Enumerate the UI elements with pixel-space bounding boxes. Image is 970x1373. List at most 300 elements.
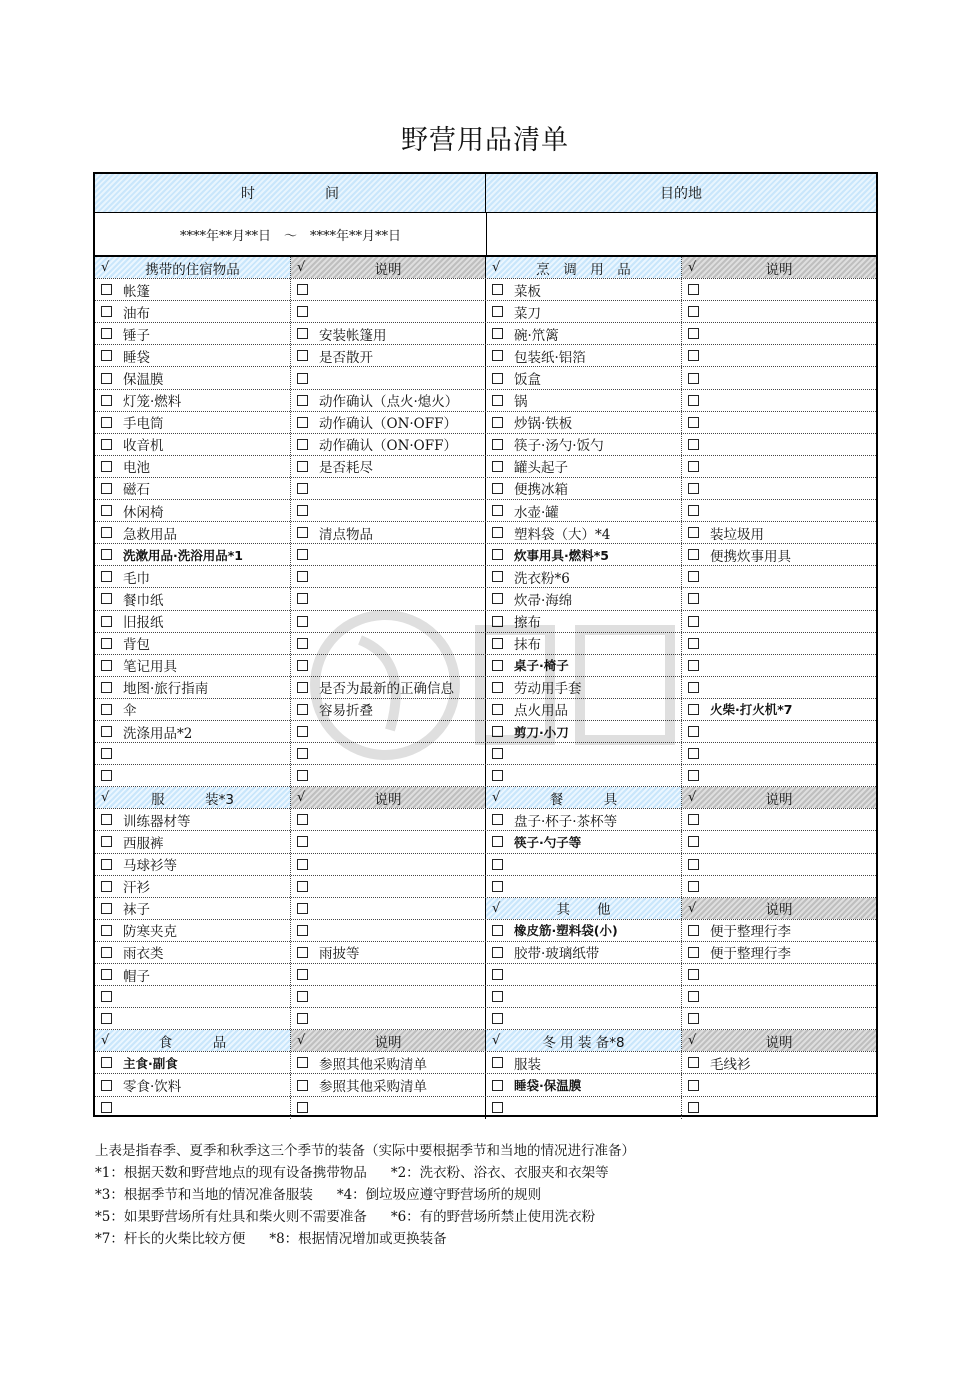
item-cell [95, 1097, 291, 1119]
check-mark-icon: √ [492, 900, 501, 916]
item-cell [486, 1097, 682, 1119]
item-label: 休闲椅 [123, 504, 164, 521]
item-label: 塑料袋（大）*4 [514, 526, 611, 543]
footnote-text: *2：洗衣粉、浴衣、衣服夹和衣架等 [390, 1165, 609, 1181]
footnotes [95, 1140, 915, 1250]
checkbox[interactable] [688, 549, 699, 560]
item-cell [486, 743, 682, 764]
checkbox[interactable] [101, 704, 112, 715]
checkbox[interactable] [492, 1080, 503, 1091]
checkbox[interactable] [101, 1080, 112, 1091]
check-mark-icon: √ [688, 1033, 697, 1049]
checkbox[interactable] [101, 395, 112, 406]
item-label: 洗漱用品·洗浴用品*1 [123, 547, 243, 563]
item-label: 炊事用具·燃料*5 [514, 547, 609, 563]
check-mark-icon: √ [688, 900, 697, 916]
checkbox[interactable] [688, 1102, 699, 1113]
section-title: 其 他 [556, 902, 611, 919]
item-cell [95, 301, 291, 322]
table-row [95, 809, 876, 831]
item-label: 防寒夹克 [123, 924, 177, 941]
checkbox[interactable] [492, 704, 503, 715]
checkbox[interactable] [101, 1013, 112, 1024]
item-label: 筷子·汤勺·饭勺 [514, 438, 604, 455]
item-cell [95, 390, 291, 411]
checkbox[interactable] [297, 306, 308, 317]
note-text: 参照其他采购清单 [319, 1056, 427, 1073]
checkbox[interactable] [688, 483, 699, 494]
checkbox[interactable] [688, 350, 699, 361]
item-cell [95, 279, 291, 300]
checkbox[interactable] [297, 881, 308, 892]
table-row [95, 456, 876, 478]
checkbox[interactable] [688, 328, 699, 339]
checkbox[interactable] [492, 549, 503, 560]
table-row [95, 301, 876, 323]
checkbox[interactable] [688, 660, 699, 671]
item-cell [95, 655, 291, 676]
table-row [95, 699, 876, 721]
item-cell [95, 964, 291, 985]
section-title: 食 品 [158, 1034, 227, 1051]
item-label: 橡皮筋·塑料袋(小) [514, 923, 618, 939]
note-cell [291, 367, 486, 388]
checkbox[interactable] [101, 682, 112, 693]
item-cell [95, 809, 291, 830]
checkbox[interactable] [297, 1013, 308, 1024]
checkbox[interactable] [492, 682, 503, 693]
note-cell [682, 655, 876, 676]
checkbox[interactable] [492, 461, 503, 472]
item-label: 伞 [123, 703, 137, 720]
item-label: 锤子 [123, 327, 150, 344]
table-row [95, 544, 876, 566]
note-cell [682, 434, 876, 455]
item-label: 包装纸·铝箔 [514, 349, 586, 366]
checkbox[interactable] [492, 770, 503, 781]
item-cell [486, 566, 682, 587]
table-row [95, 1052, 876, 1074]
item-cell [95, 323, 291, 344]
item-cell [486, 986, 682, 1007]
checkbox[interactable] [101, 836, 112, 847]
checkbox[interactable] [297, 417, 308, 428]
item-cell [95, 566, 291, 587]
note-cell [291, 478, 486, 499]
checkbox[interactable] [297, 373, 308, 384]
checkbox[interactable] [492, 571, 503, 582]
check-mark-icon: √ [492, 260, 501, 276]
checkbox[interactable] [492, 439, 503, 450]
checkbox[interactable] [297, 770, 308, 781]
item-cell [95, 743, 291, 764]
checkbox[interactable] [297, 836, 308, 847]
table-row [95, 390, 876, 412]
checkbox[interactable] [688, 947, 699, 958]
note-cell [291, 1097, 486, 1119]
table-row [95, 345, 876, 367]
checkbox[interactable] [492, 306, 503, 317]
checkbox[interactable] [101, 461, 112, 472]
footnote-text: *7：杆长的火柴比较方便 [95, 1231, 246, 1247]
item-cell [486, 765, 682, 786]
date-range[interactable]: ****年**月**日 ～ ****年**月**日 [179, 228, 401, 244]
note-cell [291, 434, 486, 455]
note-text: 动作确认（ON·OFF） [319, 438, 457, 455]
checkbox[interactable] [492, 991, 503, 1002]
checkbox[interactable] [492, 373, 503, 384]
checkbox[interactable] [688, 395, 699, 406]
checkbox[interactable] [101, 284, 112, 295]
checkbox[interactable] [492, 1057, 503, 1068]
checkbox[interactable] [297, 439, 308, 450]
note-cell [291, 986, 486, 1007]
checkbox[interactable] [688, 770, 699, 781]
checkbox[interactable] [492, 925, 503, 936]
checkbox[interactable] [101, 616, 112, 627]
item-label: 马球衫等 [123, 858, 177, 875]
checkbox[interactable] [688, 925, 699, 936]
checkbox[interactable] [688, 726, 699, 737]
item-cell [486, 677, 682, 698]
item-cell [95, 633, 291, 654]
checkbox[interactable] [492, 638, 503, 649]
checkbox[interactable] [297, 925, 308, 936]
section-title: 餐 具 [549, 791, 618, 808]
checkbox[interactable] [492, 814, 503, 825]
note-cell [682, 1097, 876, 1119]
checkbox[interactable] [688, 284, 699, 295]
checkbox[interactable] [101, 969, 112, 980]
checkbox[interactable] [101, 571, 112, 582]
item-cell [95, 478, 291, 499]
column-header-note [682, 898, 876, 919]
checkbox[interactable] [492, 1013, 503, 1024]
checkbox[interactable] [297, 903, 308, 914]
page-title: 野营用品清单 [401, 125, 569, 156]
checkbox[interactable] [101, 505, 112, 516]
checkbox[interactable] [297, 1057, 308, 1068]
destination-header: 目的地 [486, 174, 876, 213]
item-cell [486, 478, 682, 499]
note-cell [291, 279, 486, 300]
checkbox[interactable] [297, 704, 308, 715]
checkbox[interactable] [297, 1080, 308, 1091]
checkbox[interactable] [492, 969, 503, 980]
check-mark-icon: √ [101, 260, 110, 276]
item-cell [95, 699, 291, 720]
footnote-line [95, 1184, 915, 1206]
checkbox[interactable] [492, 1102, 503, 1113]
column-header-note [291, 257, 486, 278]
note-text: 容易折叠 [319, 703, 373, 720]
checkbox[interactable] [688, 1080, 699, 1091]
table-row [95, 854, 876, 876]
table-row [95, 986, 876, 1008]
checkbox[interactable] [101, 947, 112, 958]
checkbox[interactable] [492, 881, 503, 892]
item-label: 西服裤 [123, 835, 164, 852]
checkbox[interactable] [101, 549, 112, 560]
checkbox[interactable] [297, 571, 308, 582]
checkbox[interactable] [101, 1057, 112, 1068]
checkbox[interactable] [101, 417, 112, 428]
checkbox[interactable] [101, 638, 112, 649]
checkbox[interactable] [688, 836, 699, 847]
item-cell [486, 876, 682, 897]
note-cell [682, 920, 876, 941]
item-label: 旧报纸 [123, 615, 164, 632]
item-label: 雨衣类 [123, 946, 164, 963]
table-row [95, 323, 876, 345]
item-label: 菜刀 [514, 305, 541, 322]
checkbox[interactable] [688, 1057, 699, 1068]
checkbox[interactable] [492, 748, 503, 759]
section-header [486, 1030, 682, 1051]
checkbox[interactable] [297, 505, 308, 516]
item-cell [486, 522, 682, 543]
checkbox[interactable] [688, 991, 699, 1002]
checkbox[interactable] [101, 350, 112, 361]
checkbox[interactable] [101, 814, 112, 825]
table-row [95, 677, 876, 699]
item-label: 饭盒 [514, 372, 541, 389]
checkbox[interactable] [297, 748, 308, 759]
table-row [95, 566, 876, 588]
checkbox[interactable] [688, 505, 699, 516]
section-title: 携带的住宿物品 [145, 261, 240, 278]
item-cell [486, 655, 682, 676]
check-mark-icon: √ [297, 790, 306, 806]
checkbox[interactable] [101, 859, 112, 870]
checkbox[interactable] [297, 527, 308, 538]
checkbox[interactable] [492, 593, 503, 604]
note-cell [291, 390, 486, 411]
checkbox[interactable] [101, 328, 112, 339]
note-text: 动作确认（点火·熄火） [319, 394, 459, 411]
table-row [95, 655, 876, 677]
checkbox[interactable] [492, 350, 503, 361]
checkbox[interactable] [688, 704, 699, 715]
note-cell [291, 920, 486, 941]
checkbox[interactable] [101, 373, 112, 384]
item-cell [95, 854, 291, 875]
checkbox[interactable] [297, 660, 308, 671]
table-row [95, 588, 876, 610]
item-cell [95, 1052, 291, 1073]
checkbox[interactable] [492, 726, 503, 737]
checkbox[interactable] [297, 991, 308, 1002]
checkbox[interactable] [297, 593, 308, 604]
checkbox[interactable] [688, 814, 699, 825]
note-cell [682, 831, 876, 852]
section-title: 冬 用 装 备*8 [542, 1034, 625, 1051]
checkbox[interactable] [492, 328, 503, 339]
checkbox[interactable] [101, 483, 112, 494]
column-header-note [682, 1030, 876, 1051]
checkbox[interactable] [688, 969, 699, 980]
item-label: 电池 [123, 460, 150, 477]
item-cell [486, 434, 682, 455]
checkbox[interactable] [101, 593, 112, 604]
checkbox[interactable] [297, 395, 308, 406]
note-cell [291, 876, 486, 897]
checkbox[interactable] [688, 439, 699, 450]
item-cell [95, 588, 291, 609]
checkbox[interactable] [492, 859, 503, 870]
item-cell [486, 699, 682, 720]
checkbox[interactable] [492, 395, 503, 406]
note-cell [291, 588, 486, 609]
checkbox[interactable] [101, 527, 112, 538]
checkbox[interactable] [688, 571, 699, 582]
section-title: 说明 [765, 791, 793, 808]
checkbox[interactable] [101, 748, 112, 759]
checkbox[interactable] [297, 284, 308, 295]
item-cell [95, 721, 291, 742]
item-cell [95, 456, 291, 477]
checkbox[interactable] [297, 726, 308, 737]
checkbox[interactable] [297, 947, 308, 958]
checkbox[interactable] [101, 881, 112, 892]
checkbox[interactable] [688, 417, 699, 428]
note-cell [291, 743, 486, 764]
checkbox[interactable] [297, 814, 308, 825]
checkbox[interactable] [101, 991, 112, 1002]
checkbox[interactable] [688, 682, 699, 693]
checkbox[interactable] [101, 306, 112, 317]
checkbox[interactable] [297, 350, 308, 361]
item-cell [486, 633, 682, 654]
check-mark-icon: √ [688, 260, 697, 276]
footnote-text: *1：根据天数和野营地点的现有设备携带物品 [95, 1165, 367, 1181]
item-cell [95, 876, 291, 897]
note-text: 清点物品 [319, 526, 373, 543]
checkbox[interactable] [101, 903, 112, 914]
note-text: 便于整理行李 [710, 924, 791, 941]
checkbox[interactable] [297, 483, 308, 494]
checkbox[interactable] [297, 549, 308, 560]
note-cell [291, 854, 486, 875]
check-mark-icon: √ [688, 790, 697, 806]
checkbox[interactable] [297, 616, 308, 627]
check-mark-icon: √ [101, 1033, 110, 1049]
checkbox[interactable] [101, 439, 112, 450]
note-cell [682, 721, 876, 742]
checkbox[interactable] [492, 947, 503, 958]
note-cell [291, 301, 486, 322]
note-cell [682, 367, 876, 388]
item-cell [95, 611, 291, 632]
note-text: 参照其他采购清单 [319, 1079, 427, 1096]
note-cell [682, 854, 876, 875]
item-label: 盘子·杯子·茶杯等 [514, 813, 618, 830]
item-label: 胶带·玻璃纸带 [514, 946, 600, 963]
section-header [95, 1030, 291, 1051]
checkbox[interactable] [688, 461, 699, 472]
checkbox[interactable] [688, 373, 699, 384]
table-row [95, 898, 876, 920]
section-title: 说明 [374, 1034, 402, 1051]
checkbox[interactable] [688, 881, 699, 892]
checkbox[interactable] [492, 483, 503, 494]
item-label: 袜子 [123, 902, 150, 919]
checkbox[interactable] [101, 1102, 112, 1113]
checkbox[interactable] [688, 593, 699, 604]
checkbox[interactable] [101, 925, 112, 936]
checkbox[interactable] [688, 1013, 699, 1024]
checkbox[interactable] [101, 726, 112, 737]
checkbox[interactable] [492, 527, 503, 538]
checkbox[interactable] [688, 748, 699, 759]
note-cell [682, 677, 876, 698]
note-cell [291, 765, 486, 786]
checkbox[interactable] [297, 1102, 308, 1113]
section-header [95, 787, 291, 808]
note-cell [291, 633, 486, 654]
checkbox[interactable] [297, 328, 308, 339]
section-title: 说明 [765, 261, 793, 278]
checkbox[interactable] [688, 527, 699, 538]
table-row [95, 633, 876, 655]
checkbox[interactable] [297, 682, 308, 693]
checkbox[interactable] [297, 461, 308, 472]
item-label: 保温膜 [123, 372, 164, 389]
note-cell [291, 500, 486, 521]
item-cell [486, 367, 682, 388]
checkbox[interactable] [492, 660, 503, 671]
section-header [95, 257, 291, 278]
item-label: 睡袋 [123, 349, 150, 366]
item-label: 帽子 [123, 968, 150, 985]
note-cell [291, 942, 486, 963]
table-row [95, 743, 876, 765]
note-text: 毛线衫 [710, 1056, 751, 1073]
checkbox[interactable] [297, 638, 308, 649]
item-cell [95, 345, 291, 366]
footnote-text: *6：有的野营场所禁止使用洗衣粉 [390, 1209, 596, 1225]
note-cell [682, 544, 876, 565]
checkbox[interactable] [297, 969, 308, 980]
checkbox[interactable] [101, 770, 112, 781]
checkbox[interactable] [101, 660, 112, 671]
table-row [95, 1074, 876, 1096]
checkbox[interactable] [688, 638, 699, 649]
footnote-text: *4：倒垃圾应遵守野营场所的规则 [336, 1187, 542, 1203]
checkbox[interactable] [492, 836, 503, 847]
note-text: 装垃圾用 [710, 526, 764, 543]
item-label: 汗衫 [123, 880, 150, 897]
item-label: 训练器材等 [123, 813, 191, 830]
checkbox[interactable] [492, 284, 503, 295]
table-row [95, 1030, 876, 1052]
item-cell [486, 345, 682, 366]
table-row [95, 611, 876, 633]
checkbox[interactable] [688, 616, 699, 627]
item-cell [486, 809, 682, 830]
checkbox[interactable] [492, 616, 503, 627]
checkbox[interactable] [492, 417, 503, 428]
checkbox[interactable] [688, 859, 699, 870]
item-cell [486, 854, 682, 875]
check-mark-icon: √ [297, 260, 306, 276]
checkbox[interactable] [688, 306, 699, 317]
column-header-note [682, 787, 876, 808]
checkbox[interactable] [297, 859, 308, 870]
checkbox[interactable] [492, 505, 503, 516]
item-cell [95, 1074, 291, 1095]
footnote-text: *3：根据季节和当地的情况准备服装 [95, 1187, 313, 1203]
